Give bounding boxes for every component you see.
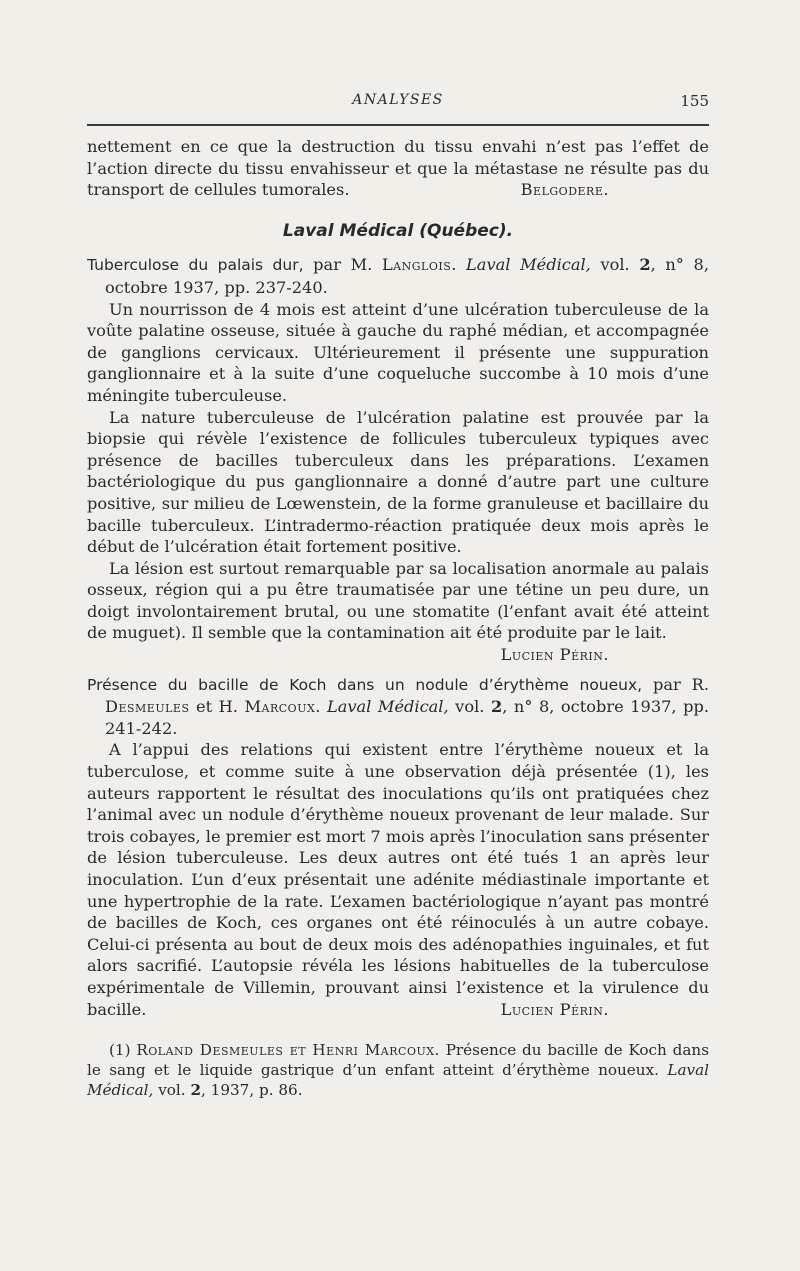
section-title: Laval Médical (Québec). (282, 220, 514, 241)
running-head (87, 92, 709, 114)
author: Desmeules (105, 697, 190, 717)
journal-name: Laval Médical, (466, 255, 591, 275)
article-paragraph: La lésion est surtout remarquable par sa localisation anormale au palais osseux, région qui a pu être traumatisée par une tétine un peu dure, un doigt involontairement brutal, ou une stomatite (l’enfant avait été atteint de muguet). Il semble que la contamination ait été produite par le lait. Lucien Périn. (87, 558, 709, 665)
signature: Belgodere. (520, 180, 609, 200)
author: Langlois (381, 255, 452, 275)
article-heading: Présence du bacille de Koch dans un nodule d’érythème noueux, par R. Desmeules et H. Marcoux. Laval Médical, vol. 2, n° 8, octobre 1937, pp. 241-242. (87, 674, 709, 738)
body-text (87, 136, 709, 1100)
footnote: (1) Roland Desmeules et Henri Marcoux. Présence du bacille de Koch dans le sang et le liquide gastrique d’un enfant atteint d’érythème noueux. Laval Médical, vol. 2, 1937, p. 86. (87, 1041, 709, 1100)
continuation-paragraph: nettement en ce que la destruction du tissu envahi n’est pas l’effet de l’action directe du tissu envahisseur et que la métastase ne résulte pas du transport de cellules tumorales. Belgodere. (87, 137, 709, 200)
page-number: 155 (680, 92, 709, 110)
signature: Lucien Périn. (500, 645, 609, 665)
author: Marcoux (244, 697, 316, 717)
signature: Lucien Périn. (500, 999, 609, 1019)
article-paragraph: A l’appui des relations qui existent entre l’érythème noueux et la tuberculose, et comme suite à une observation déjà présentée (1), les auteurs rapportent le résultat des inoculations qu’ils ont pratiquées chez l’animal avec un nodule d’érythème noueux provenant de leur malade. Sur trois cobayes, le premier est mort 7 mois après l’inoculation sans présenter de lésion tuberculeuse. Les deux autres ont été tués 1 an après leur inoculation. L’un d’eux présentait une adénite médiastinale importante et une hypertrophie de la rate. L’examen bactériologique n’ayant pas montré de bacilles de Koch, ces organes ont été réinoculés à un autre cobaye. Celui-ci présenta au bout de deux mois des adénopathies inguinales, et fut alors sacrifié. L’autopsie révéla les lésions habituelles de la tuberculose expérimentale de Villemin, prouvant ainsi l’existence et la virulence du bacille. Lucien Périn. (87, 740, 709, 1019)
header-rule (87, 124, 709, 126)
footnote-authors: Roland Desmeules et Henri Marcoux. (136, 1041, 440, 1060)
article-paragraph: Un nourrisson de 4 mois est atteint d’une ulcération tuberculeuse de la voûte palatine osseuse, située à gauche du raphé médian, et accompagnée de ganglions cervicaux. Ultérieurement il présente une suppuration ganglionnaire et à la suite d’une coqueluche succombe à 10 mois d’une méningite tuberculeuse. (87, 299, 709, 405)
article-heading: Tuberculose du palais dur, par M. Langlois. Laval Médical, vol. 2, n° 8, octobre 1937, pp. 237-240. (87, 255, 709, 297)
article-title: Tuberculose du palais dur, (87, 256, 304, 275)
article-paragraph: La nature tuberculeuse de l’ulcération palatine est prouvée par la biopsie qui révèle l’existence de follicules tuberculeux typiques avec présence de bacilles tuberculeux dans les préparations. L’examen bactériologique du pus ganglionnaire a donné d’autre part une culture positive, sur milieu de Lœwenstein, de la forme granuleuse et bacillaire du bacille tuberculeux. L’intradermo-réaction pratiquée deux mois après le début de l’ulcération était fortement positive. (87, 407, 709, 557)
journal-name: Laval Médical, (326, 697, 449, 717)
article-title: Présence du bacille de Koch dans un nodule d’érythème noueux, (87, 675, 643, 694)
running-title: ANALYSES (352, 92, 444, 108)
